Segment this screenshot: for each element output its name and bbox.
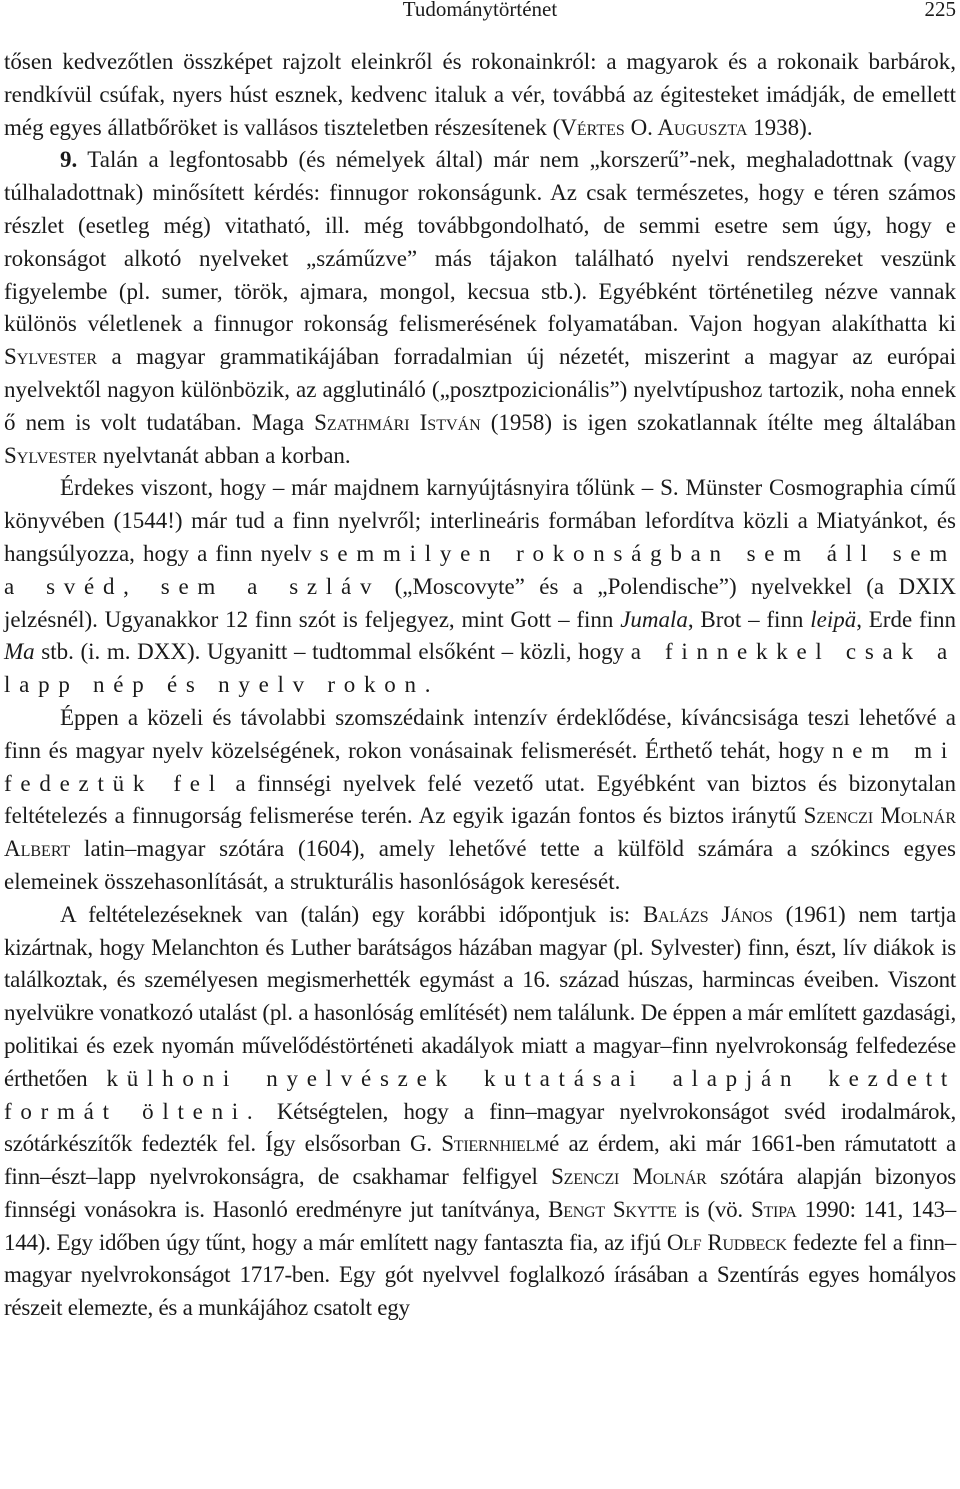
spaced-emphasis: külhoni nyelvészek kutatásai alapján kezdett formát ölteni. (4, 1065, 956, 1124)
text-run: a magyar grammatikájában forradalmian új nézetét, miszerint a magyar az európai nyelvektől nagyon különbözik, az agglutináló („posztpozicionális”) nyelvtípushoz tartozik, noha ennek ő nem is volt tudatában. Maga (4, 344, 956, 435)
author-name: Olf Rudbeck (666, 1229, 787, 1255)
text-run: Kétségtelen, hogy a finn–magyar nyelvrokonságot svéd irodalmárok, szótárkészítők fedezték fel. Így elsősorban G. (4, 1098, 957, 1157)
body-text (4, 46, 956, 1325)
text-run: nyelvtanát abban a korban. (97, 442, 351, 468)
running-header (4, 0, 956, 24)
text-run: („Moscovyte” és a „Polendische”) nyelvekkel (a DXIX jelzésnél). Ugyanakkor 12 finn szót is feljegyez, mint Gott – finn (4, 573, 957, 632)
spaced-emphasis: a finnekkel csak a lapp nép és nyelv rokon. (4, 639, 956, 698)
author-name: Szenczi Molnár Albert (4, 803, 956, 862)
text-run: is (vö. (676, 1196, 751, 1222)
italic-word: leipä (810, 606, 857, 632)
text-run: latin–magyar szótára (1604), amely lehetővé tette a külföld számára a szókincs egyes elemeinek összehasonlítását, a strukturális hasonlóságok keresését. (4, 836, 956, 894)
section-number: 9. (60, 147, 78, 173)
italic-word: Jumala (620, 606, 688, 632)
text-run: A feltételezéseknek van (talán) egy korábbi időpontjuk is: (60, 901, 643, 927)
paragraph-3 (4, 472, 956, 702)
author-name: Sylvester (4, 442, 98, 468)
spaced-emphasis: nem mi fedeztük fel (4, 737, 956, 796)
author-name: Szathmári István (314, 409, 481, 435)
text-run: a finnségi nyelvek felé vezető utat. Egyébként van biztos és bizonytalan feltételezés a finnugorság felismerése terén. Az egyik igazán fontos és biztos iránytű (4, 770, 957, 829)
text-run: szótára alapján bizonyos finnségi vonásokra is. Hasonló eredményre jut tanítványa, (4, 1164, 957, 1222)
author-name: Stipa (750, 1196, 797, 1222)
italic-word: Ma (4, 639, 35, 665)
paragraph-2 (4, 144, 956, 472)
paragraph-1 (4, 46, 956, 144)
text-run: é az érdem, aki már 1661-ben rámutatott a finn–észt–lapp nyelvrokonságra, de csakhamar felfigyel (4, 1131, 956, 1190)
text-run: , Brot – finn (687, 606, 811, 632)
text-run: (1958) is igen szokatlannak ítélte meg általában (480, 409, 956, 435)
author-name: Balázs János (642, 901, 773, 927)
text-run: , Erde finn (856, 606, 956, 632)
text-run: stb. (i. m. DXX). Ugyanitt – tudtommal elsőként – közli, hogy (34, 639, 631, 665)
author-name: Szenczi Molnár (551, 1164, 707, 1190)
author-name: Bengt Skytte (548, 1196, 677, 1222)
text-run: Talán a legfontosabb (és némelyek által) már nem „korszerű”-nek, meghaladottnak (vagy túlhaladottnak) minősített kérdés: finnugor rokonságunk. Az csak természetes, hogy e téren számos részlet (esetleg még) vitatható, ill. még továbbgondolható, de semmi esetre sem úgy, hogy e rokonságot alkotó nyelveket „száműzve” más tájakon található nyelvi rendszereket veszünk figyelembe (pl. sumer, török, ajmara, mongol, kecsua stb.). Egyébként történetileg nézve vannak különös véletlenek a finnugor rokonság felismerésének folyamatában. Vajon hogyan alakíthatta ki (4, 147, 956, 337)
paragraph-5 (4, 899, 956, 1325)
paragraph-4 (4, 702, 956, 899)
author-name: Stiernhielm (441, 1131, 550, 1157)
text-run: (1961) nem tartja kizártnak, hogy Melanchton és Luther barátságos házában magyar (pl. Sylvester) finn, észt, lív diákok is találkoztak, és személyesen megismerhették egymást a 16. század húszas, harmincas éveiben. Viszont nyelvükre vonatkozó utalást (pl. a hasonlóság említését) nem találunk. De éppen a már említett gazdasági, politikai és ezek nyomán művelődéstörténeti akadályok miatt a magyar–finn nyelvrokonság felfedezése érthetően (4, 901, 956, 1091)
page (4, 0, 956, 1325)
text-run: Éppen a közeli és távolabbi szomszédaink intenzív érdeklődése, kíváncsisága teszi lehetővé a finn és magyar nyelv közelségének, rokon vonásainak felismerését. Érthető tehát, hogy (4, 704, 956, 763)
text-run: 1938). (747, 114, 813, 140)
author-name: Vértes O. Auguszta (560, 114, 748, 140)
text-run: 1990: 141, 143–144). Egy időben úgy tűnt, hogy a már említett nagy fantaszta fia, az ifjú (4, 1196, 957, 1255)
page-number: 225 (924, 0, 956, 21)
running-title: Tudománytörténet (402, 0, 558, 21)
text-run: fedezte fel a finn–magyar nyelvrokonságot 1717-ben. Egy gót nyelvvel foglalkozó írásában a Szentírás egyes homályos részeit elemezte, és a munkájához csatolt egy (4, 1229, 957, 1321)
text-run: Érdekes viszont, hogy – már majdnem karnyújtásnyira tőlünk – S. Münster Cosmographia című könyvében (1544!) már tud a finn nyelvről; interlineáris formában lefordítva közli a Miatyánkot, és hangsúlyozza, hogy a finn nyelv (4, 475, 956, 566)
spaced-emphasis: semmilyen rokonságban sem áll sem a svéd, sem a szláv (4, 540, 956, 599)
text-run: tősen kedvezőtlen összképet rajzolt eleinkről és rokonainkról: a magyarok és a rokonaik barbárok, rendkívül csúfak, nyers húst esznek, kedvenc italuk a vér, továbbá az égitesteket imádják, de emellett még egyes állatbőröket is vallásos tiszteletben részesítenek ( (4, 49, 956, 140)
author-name: Sylvester (4, 344, 98, 370)
